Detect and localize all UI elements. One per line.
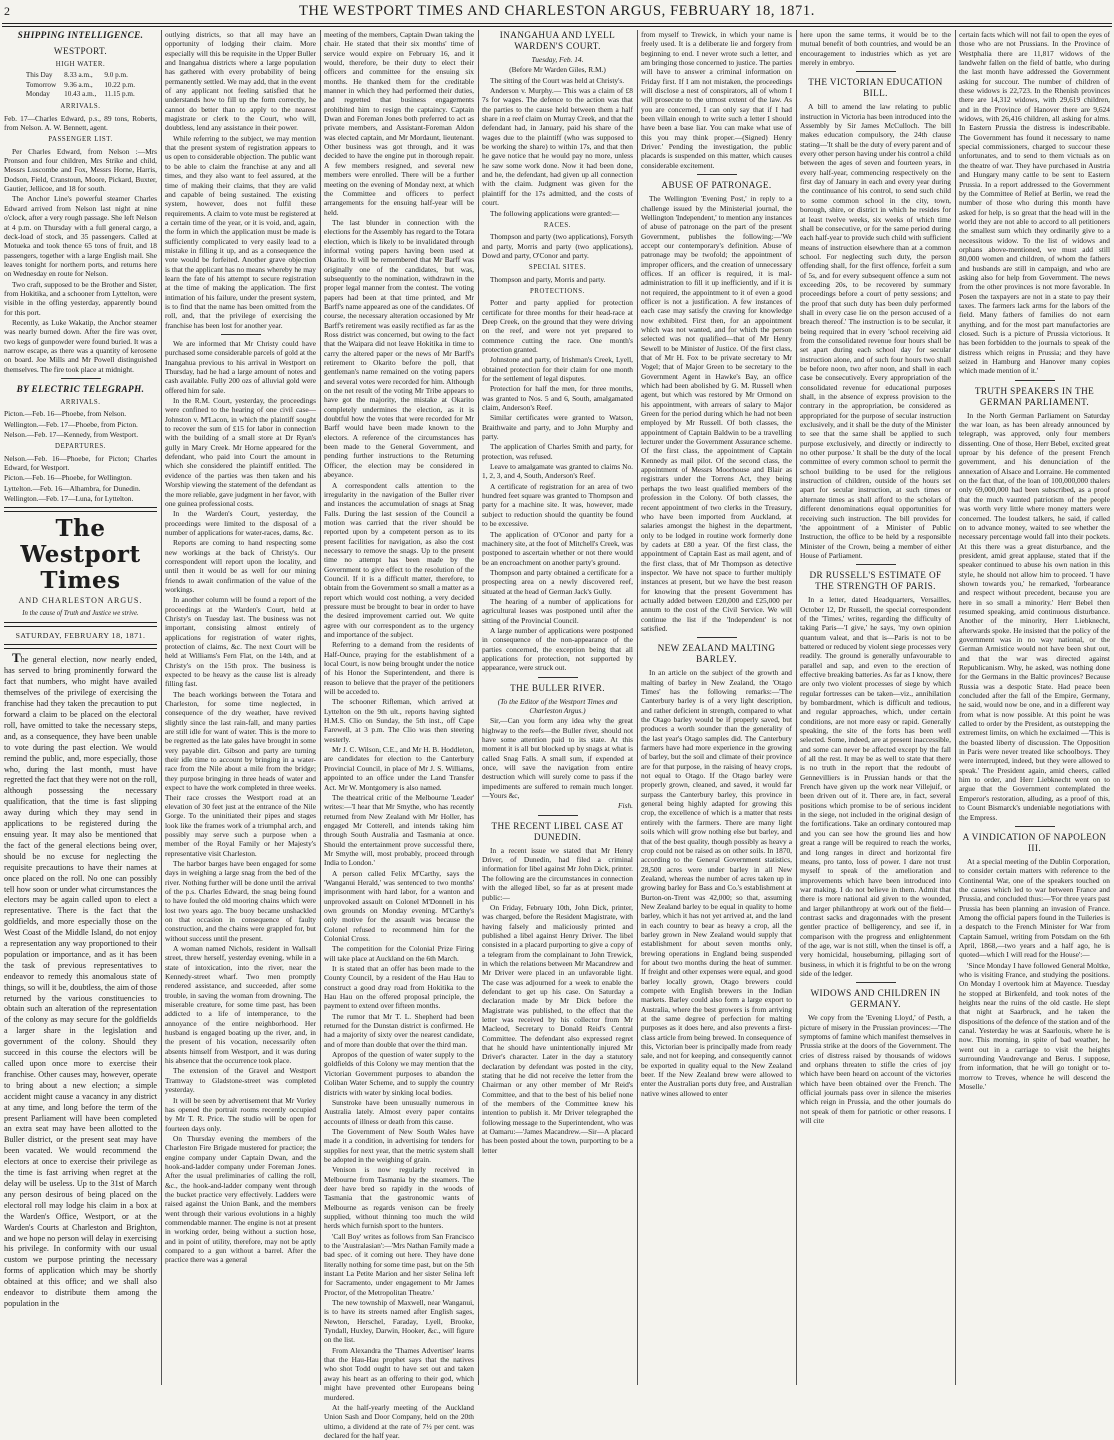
column-separator bbox=[161, 30, 162, 1385]
news-paragraph: Reports are coming to hand respecting some new workings at the back of Christy's. Our correspondent will report upon the locality, and until then it would be as well for our mining friends to await confirmation of the value of the workings. bbox=[165, 538, 316, 594]
divider bbox=[4, 507, 157, 512]
news-paragraph: Apropos of the question of water supply to the goldfields of this Colony we may mention that the Victorian Government purposes to abandon the Coliban Water Scheme, and to supply the country districts with water by sinking local bodies. bbox=[324, 1050, 474, 1097]
tide-table bbox=[22, 71, 139, 99]
divider bbox=[538, 677, 578, 678]
news-paragraph: At the half-yearly meeting of the Auckland Union Sash and Door Company, held on the 20th ultimo, a dividend at the rate of 7½ per cent. was declared for the half year. bbox=[324, 1402, 474, 1440]
protection-paragraph: A certificate of registration for an area of two hundred feet square was granted to Thompson and party for a machine site. It was, however, made subject to reduction should the quantity be found to be excessive. bbox=[482, 481, 633, 529]
court-heading: INANGAHUA AND LYELL WARDEN'S COURT. bbox=[499, 30, 616, 51]
news-paragraph: The last blunder in connection with the elections for the Assembly has regard to the Totara election, which is likely to be invalidated through informal voting papers having been used at Okarito. It will be remembered that Mr Barff was originally one of the candidates, but was, subsequently to the nomination, withdrawn in the proper legal manner from the contest. The voting papers had been at that time printed, and Mr Barff's name appeared as one of the candidates. Of course, the necessary alteration occasioned by Mr Barff's retirement was easily rectified as far as the Ross district was concerned, but owing to the fact that the Waipara did not leave Hokitika in time to carry the altered paper or the news of Mr Barff's retirement to Okarito before the poll, that gentleman's name remained on the voting papers and several votes were recorded for him. Although on the net result of the voting Mr Tribe appears to have got the majority, the mistake at Okarito completely undermines the election, as it is doubtful how the votes that were recorded for Mr Barff would have been made known to the electors. A reference of the circumstances has been made to the General Government, and pending further instructions to the Returning Officer, the election may be considered in abeyance. bbox=[324, 217, 474, 480]
divider bbox=[221, 334, 261, 335]
news-paragraph: Referring to a demand from the residents of Half-Ounce, praying for the establishment of a local Court, is now being brought under the notice of his Honor the Superintendent, and there is reason to believe that the prayer of the petitioners will be acceded to. bbox=[324, 640, 474, 697]
passenger-list: Per Charles Edward, from Nelson :—Mrs Pronson and four children, Mrs Strike and child, Messrs Luscombe and Fox, Messrs Horne, Harris, Dodson, Field, Cranstoun, Moore, Pickard, Buxter, Gautier, Jellicoe, and 18 for south. bbox=[4, 146, 157, 194]
news-paragraph: A correspondent calls attention to the irregularity in the navigation of the Buller river and instances the accumulation of snags at Snag Falls. During the last session of the Council a motion was carried that the river should be reported upon by a competent person as to its present facilities for navigation, as also the cost necessary to remove the snags. Up to the present time no attempt has been made by the Government to give effect to the resolution of the Council. If it is a difficult matter, therefore, to obtain from the Government so small a matter as a report which would cost nothing, a very decided pressure must be brought to bear in order to have the desired improvement carried out. We quite agree with our correspondent as to the urgency and importance of the subject. bbox=[324, 480, 474, 639]
telegraph-arrival: Nelson.—Feb. 17—Kennedy, from Westport. bbox=[4, 430, 139, 440]
malting-paragraph: here upon the same terms, it would be to the mutual benefit of both countries, and would be an encouragement to industries which as yet are merely in embryo. bbox=[800, 30, 951, 68]
tide-row bbox=[22, 71, 139, 80]
leader-article: The general election, now nearly ended, has served to bring prominently forward the fact that numbers, who might have availed themselves of the privilege of exercising the franchise had they taken the precaution to put forward a claim to be placed on the electoral roll, have omitted to take the necessary steps, and, as a consequence, they have been unable to vote during the past election. We would remind the public, and, more especially, those who, during the last month, must have regretted the fact that they were not on the roll, although possessing the necessary qualification, that the time is fast slipping away during which they may send in applications to be registered during the ensuing year. It may also be mentioned that the fact of the general elections being over, should be no excuse for neglecting the requisite precautions to have their names at once placed on the roll. No one can possibly tell how soon or under what circumstances the electors may be again called upon to elect a representative. There is the fact that the goldfields, and more especially those on the West Coast of the Middle Island, do not enjoy a representation any way proportioned to their population or importance, and as it has been the task of previous representatives to endeavor to remedy this anomalous state of things, so will it be, doubtless, the aim of those returned by the various constituencies to obtain such an alteration of the representation of the colony as may secure for the goldfields a larger share in the legislation and government of the colony. Should they succeed in this course the electors will be called upon once more to exercise their franchise. Other causes may, however, operate to bring about a new election; a simple accident might cause a vacancy in any district at any time, and long before the term of the present Parliament will have been completed an extra seat may have been allotted to the Buller district, or the present seat may have been vacated. We would recommend the electors at once to exercise their privilege as the time is fast arriving when regret at the delay will be useless. Up to the 31st of March any person desirous of being placed on the electoral roll may lodge his claim in a box at the Warden's Office, Westport, or at the Warden's Courts at Charleston and Brighton, and we hope no person will delay in exercising his privilege. In conformity with our usual custom we purpose printing the necessary forms of application which may be shortly obtained at this office; and we shall also endeavor to distribute them among the population in the bbox=[4, 650, 158, 1308]
column-4 bbox=[482, 30, 633, 1388]
protection-paragraph: Thompson and party obtained a certificate for a prospecting area on a newly discovered reef, situated at the head of German Jack's Gully. bbox=[482, 567, 633, 596]
news-paragraph: The theatrical critic of the Melbourne 'Leader' writes:—'I hear that Mr Smythe, who has recently returned from New Zealand with Mr Holler, has engaged Mr Cotterell, and intends taking him through South Australia and Tasmania at once. Should the entertainment prove successful there, Mr Smythe will, most probably, proceed through India to London.' bbox=[324, 792, 474, 868]
libel-paragraph: On Friday, February 10th, John Dick, printer, was charged, before the Resident Magistrate, with having falsely and maliciously printed and published a libel against Henry Driver. The libel consisted in a placard purporting to give a copy of a telegram from the complainant to John Trewick, in which the relations between Mr Macandrew and Mr Driver were placed in an unfavorable light. The case was adjourned for a week to enable the defendant to get up his case. On Saturday a declaration made by Mr Dick before the Magistrate was published, to the effect that the letter was received by his collector from Mr Macleod, Secretary to Donald Reid's Central Committee. The defendant also expressed regret that he should have unintentionally injured Mr Driver's character. Later in the day a statutory declaration by defendant was posted in the city, stating that he did not receive the letter from the Chairman or any other member of Mr Reid's Committee, and that to the best of his belief none of the members of the Committee knew his intention to publish it. Mr Driver telegraphed the following message to the Superintendent, who was at Oamaru:—'James Macandrew.—Sir—A placard has been posted about the town, purporting to be a letter bbox=[482, 902, 633, 1155]
shipping-paragraph: Recently, as Luke Wakatip, the Anchor steamer was nearly burned down. After the fire was over, two kegs of gunpowder were found buried. It was a narrow escape, as there was a quantity of kerosene on board. Joe Mills and Mr Powell distinguished themselves. The fire took place at midnight. bbox=[4, 317, 157, 374]
telegraph-arrival: Wellington.—Feb. 17—Phoebe, from Picton. bbox=[4, 419, 138, 429]
column-separator bbox=[320, 30, 321, 1385]
news-paragraph: Mr J. C. Wilson, C.E., and Mr H. B. Hoddleton, are candidates for election to the Canterbury Provincial Council, in place of Mr J. S. Williams, appointed to an office under the Land Transfer Act. Mr W. Montgomery is also named. bbox=[324, 745, 474, 792]
tide-am: 10.43 a.m., bbox=[64, 90, 97, 99]
news-paragraph: It is stated that an offer has been made to the County Council, by a resident of the Hau Hau to construct a good dray road from Hokitika to the Hau Hau on the offered proposal principle, the payment to extend over fifteen months. bbox=[324, 964, 474, 1011]
protection-paragraph: Potter and party applied for protection certificate for three months for their head-race at Deep Creek, on the ground that they were driving on the reef, and were not yet prepared to commence cutting the race. One month's protection granted. bbox=[482, 298, 633, 354]
truth-heading: TRUTH SPEAKERS IN THE GERMAN PARLIAMENT. bbox=[974, 385, 1095, 407]
nameplate-subtitle: AND CHARLESTON ARGUS. bbox=[18, 596, 143, 606]
court-date: Tuesday, Feb. 14. bbox=[531, 55, 584, 64]
buller-heading: THE BULLER RIVER. bbox=[510, 682, 605, 693]
divider bbox=[538, 815, 578, 816]
special-sites-label: SPECIAL SITES. bbox=[528, 264, 587, 272]
divider bbox=[4, 644, 157, 649]
vindication-heading: A VINDICATION OF NAPOLEON III. bbox=[962, 831, 1107, 853]
tide-day: This Day bbox=[25, 71, 53, 80]
issue-date: SATURDAY, FEBRUARY 18, 1871. bbox=[15, 631, 146, 641]
departure: Lyttelton.—Feb. 16—Alhambra, for Dunedin. bbox=[4, 483, 141, 493]
arrivals-text: Feb. 17—Charles Edward, p.s., 89 tons, Roberts, from Nelson. A. W. Bennett, agent. bbox=[4, 113, 157, 133]
court-paragraph: The following applications were granted:— bbox=[490, 208, 620, 218]
divider bbox=[61, 378, 101, 379]
divider bbox=[4, 622, 157, 627]
column-7 bbox=[959, 30, 1110, 1388]
telegraph-arrival: Picton.—Feb. 16—Phoebe, from Nelson. bbox=[4, 409, 127, 419]
column-1 bbox=[4, 30, 157, 1388]
masthead bbox=[0, 2, 1114, 22]
buller-to-editor: (To the Editor of the Westport Times and Charleston Argus.) bbox=[497, 696, 618, 715]
high-water-label: HIGH WATER. bbox=[55, 61, 106, 68]
news-paragraph: In the Warden's Court, yesterday, the proceedings were limited to the disposal of a number of applications for water-races, dams, &c. bbox=[165, 509, 316, 537]
vindication-paragraph: At a special meeting of the Dublin Corporation, to consider certain matters with reference to the Continental War, one of the speakers touched on the causes which led to war between France and Prussia, and concluded thus:—'For three years past Prussia has been planning an invasion of France. Among the official papers found in the Tuileries is a despatch to the French Minister for War from Captain Samuel, writing from Potsdam on the 6th April, 1868,—two years and a half ago, he is quoted—which I will read for the House':— bbox=[959, 856, 1110, 960]
divider bbox=[856, 71, 896, 72]
news-paragraph: Venison is now regularly received in Melbourne from Tasmania by the steamers. The deer have bred so rapidly in the woods of Tasmania that the gastronomic wants of Melbourne as regards venison can be freely supplied, without thinning too much the wild herds which furnish sport to the hunters. bbox=[324, 1165, 474, 1231]
russell-paragraph: In a letter, dated Headquarters, Versailles, October 12, Dr Russell, the special correspondent of the 'Times,' writes, regarding the difficulty of taking Paris—'I give,' he says, 'my own opinion quantum valeat, and that is—Paris is not to be battered or reduced by violent siege processes very readily. The ground is generally unfavourable to parallel and sap, and even to the erection of effective breaking batteries. As far as I know, there are only two violent processes of siege by which regular fortresses can be taken—viz., annihilation by bombardment, which is difficult and tedious, and regular approaches, which, under certain conditions, are not more easy or rapid. Generally speaking, the site of the forts has been well selected. Some, indeed, are at present inaccessible, and some can never be affected except by the fall of all the rest. It may be as well to state that there is no truth in the report that the redoubt of Gennevilliers is in Prussian hands or that the French have given up the work near Villejuif, or been driven out of it. There are, in fact, several positions which promise to be of serious incident in the siege, not included in the original design of the fortifications. Take an ordinary contoured map and you can see how the ground lies and how great a range will be required to reach the works, and long ranges in direct and horizontal fire means, pro tanto, loss of power. I dare not trust myself to speak of the amelioration and improvements which have been introduced into war making. I do not believe in them. Admit that there is more national aid given to the wounded, and larger philanthropy at work out of the field—contrast sacks and dragonnades with the present gentler practice of belligerency, and see if, in comparison with the progress and enlightenment of the age, war is not still, when the tinsel is off, a very homicidal, housebuming, pillaging sort of business, in which it is frightful to be on the wrong side of the ledger. bbox=[800, 595, 951, 978]
tide-pm: 9.0 p.m. bbox=[104, 71, 128, 80]
shipping-paragraph: The Anchor Line's powerful steamer Charles Edward arrived from Nelson last night at nine o'clock, after a very rough passage. She left Nelson at 4 p.m. on Thursday with a full general cargo, a deck-load of stock, and 35 passengers. Called at Motueka and took thence 65 tons of fruit, and 18 passengers, together with a large English mail. She leaves tonight for northern ports, and returns here on Wednesday en route for Nelson. bbox=[4, 194, 157, 279]
news-paragraph: We are informed that Mr Christy could have purchased some considerable parcels of gold at the Inangahua previous to his arrival in Westport on Thursday, had he had a large amount of notes and cash available. Fully 200 ozs of alluvial gold were offered him for sale. bbox=[165, 339, 316, 395]
news-paragraph: The extension of the Gravel and Westport Tramway to Gladstone-street was completed yesterday. bbox=[165, 1066, 316, 1095]
masthead-rule-lower bbox=[2, 26, 1112, 27]
court-paragraph: The sitting of the Court was held at Christy's. bbox=[490, 75, 625, 85]
news-paragraph: meeting of the members, Captain Dwan taking the chair. He stated that their six months' time of service would expire on February 16, and it would, therefore, be their duty to elect their officers and committee for the ensuing six months. He thanked them for the creditable manner in which they had performed their duties, and regretted that business engagements prohibited him to resign the captaincy. Captain Dwan and Foreman Jones both preferred to act as private members, and Assistant-Foreman Aldon was elected captain, and Mr Mordaunt, lieutenant. Other business was got through, and it was decided to have the engine put in thorough repair. A few members resigned, and several new members were enrolled. There will be a further meeting on the evening of Monday next, at which the Committee and officers to perfect arrangements for the ensuing half-year will be held. bbox=[324, 30, 474, 217]
tide-am: 9.36 a.m., bbox=[64, 80, 93, 89]
news-paragraph: The rumor that Mr T. L. Shepherd had been returned for the Dunstan district is confirmed. He had a majority of sixty over the nearest candidate, and of more than double that over the third man. bbox=[324, 1011, 474, 1049]
departure: Picton.—Feb. 16—Phoebe, for Wellington. bbox=[4, 473, 132, 483]
news-paragraph: 'Call Boy' writes as follows from San Francisco to the 'Australasian':—'Mrs Nathan Family made a bad spec. of it coming out here. They have done literally nothing for some time past, but on the 5th instant La Petite Marion and her sister Selina left for Sacramento, under engagement to Mr James Proctor, of the Metropolitan Theatre.' bbox=[324, 1231, 474, 1297]
protection-paragraph: The hearing of a number of applications for agricultural leases was postponed until after the sitting of the Provincial Council. bbox=[482, 596, 633, 625]
malting-heading: NEW ZEALAND MALTING BARLEY. bbox=[657, 643, 776, 665]
divider bbox=[856, 982, 896, 983]
tide-pm: 11.15 p.m. bbox=[104, 90, 135, 99]
tide-day: Monday bbox=[25, 90, 50, 99]
nameplate-title: The Westport Times bbox=[20, 515, 141, 595]
port-heading: WESTPORT. bbox=[53, 46, 108, 56]
passenger-list-label: PASSENGER LIST. bbox=[48, 136, 113, 144]
races-label: RACES. bbox=[543, 221, 572, 229]
widows-paragraph: certain facts which will not fail to open the eyes of those who are not Prussians. In the Province of Westphalia there are 11,817 widows of the landwehr fallen on the field of battle, who during the last month have addressed the Government asking for succour. The number of children of these widows is 22,723. In the Rhenish provinces there are 14,312 widows, with 29,619 children, and in the Province of Hanover there are 9,624 widows, with 26,416 children, all asking for alms. In Eastern Prussia the distress is indescribable. The Government has found it necessary to name special commissioners, charged to succour these unfortunates, and to send to them victuals as on the theatre of war. They have purchased in Austria and Hungary many cattle to be sent to Eastern Prussia. In a report addressed to the Government by the Committee of Relief at Berlin, we read the number of those who during this month have asked for help, is so great that the head will in the world they are not able to accord to all petitioners the smallest sum which they ordinarily give to a necessitous widow. To the list of widows and orphans above-mentioned, we must add still 80,000 women and children, of whom the fathers and husbands are still in campaign, and who are asking also for help from Government. The news from the other provinces is not more favorable. In Posen the taxpayers are not in a state to pay their taxes. The farmers lack arms for the labors of the field. Many fathers of families do not earn anything, and for the most part manufactories are closed. Such is a picture of Prussia victorious. It has been forbidden to the journals to speak of the distress which reigns in Prussia; and they have seized in Hamburg and Hanover many copies which made mention of it.' bbox=[959, 30, 1110, 376]
vindication-paragraph: 'Since Monday I have followed General Moltke, who is visiting France, and studying the positions. On Monday I overtook him at Mayence. Tuesday he stopped at Birkenfeld, and took notes of the heights near the ruins of the old castle. He slept that night at Saarbruck, and he taken the dispositions of the defence of the station and of the canal. Yesterday he was at Saarlouis, where he is now. This morning, in spite of bad weather, he went out in a carriage to visit the heights surrounding Vaudrevange and Berus. I suppose, from information, that he will go tonight or to-morrow to Treves, whence he will descend the Moselle.' bbox=[959, 960, 1110, 1092]
column-3 bbox=[324, 30, 474, 1440]
news-paragraph: The Government of New South Wales have made it a condition, in advertising for tenders for supplies for next year, that the metric system shall be adopted in the weighing of grain. bbox=[324, 1126, 474, 1164]
libel-heading: THE RECENT LIBEL CASE AT DUNEDIN. bbox=[491, 820, 624, 842]
shipping-heading: SHIPPING INTELLIGENCE. bbox=[17, 30, 144, 40]
widows-paragraph: We copy from the 'Evening Lloyd,' of Pesth, a picture of misery in the Prussian provinces:—'The symptoms of famine which manifest themselves in Prussia strike at the doors of the Government. The cries of distress raised by thousands of widows and orphans threaten to stifle the cries of joy which have been heard on account of the victories which have been obtained over the French. The official journals pass over in silence the miseries which reign in Prussia, and the other journals do not speak of them for patriotic or other reasons. I will cite bbox=[800, 1013, 951, 1126]
protection-paragraph: Similar certificates were granted to Watson, Braithwaite and party, and to John Murphy and party. bbox=[482, 413, 633, 442]
patronage-paragraph: The Wellington 'Evening Post,' in reply to a challenge issued by the Ministerial journal, the Wellington 'Independent,' to mention any instances of abuse of patronage on the part of the present Government, publishes the following:—'We accept our contemporary's definition. Abuse of patronage may be twofold; the appointment of improper officers, and the creation of unnecessary offices. If an officer is required, it is mal-administration to fill it up inefficiently, and if it is not required, the appointment to it of even a good officer is not a justification. A few instances of each case may satisfy the craving for knowledge now exhibited. First then, for an appointment which was not wanted, and for which the person selected was not qualified—that of Mr Henry Sewell to be Minister of Justice. Of the first class, that of Mr H. Fox to be private secretary to Mr Vogel; that of Major Green to be secretary to the Government Agent in Hawke's Bay, an office which had been abolished by G. M. Russell when agent, but which was restored by Mr Ormond on his appointment, with arrears of salary to Major Green for the period during which he had not been employed by Mr Russell. Of both classes, the appointment of Captain Baldwin to be a travelling lecturer under the Government Assurance scheme. Of the first class, the appointment of Captain Kennedy as mail pilot. Of the second class, the appointment of Messrs Moorhouse and Blair as registrars under the Torrens Act, they being perhaps the two least qualified members of the profession in the Colony. Of both classes, the recent appointment of two clerks in the Treasury, who have been imported from Auckland, at salaries amongst the highest in the department, only to be lodged in routine work formerly done by cadets at £80 a year. Of the first class, the appointment of Captain East as mail agent, and of the first class, that of Mr Thompson as detective inspector. We have not space to further multiply instances at present, but we have the best reason for knowing that the present Government has actually added between £20,000 and £25,000 per annum to the cost of the Civil Service. We will continue the list if the 'Independent' is not satisfied. bbox=[641, 194, 792, 633]
libel-paragraph: In a recent issue we stated that Mr Henry Driver, of Dunedin, had filed a criminal information for libel against Mr John Dick, printer. The following are the circumstances in connection with the alleged libel, so far as at present made public:— bbox=[482, 845, 633, 902]
nameplate-motto: In the cause of Truth and Justice we strive. bbox=[22, 609, 139, 617]
column-separator bbox=[955, 30, 956, 1385]
news-paragraph: A person called Felix M'Carthy, says the 'Wanganui Herald,' was sentenced to two months' imprisonment with hard labor, for a wanton and unprovoked assault on Colonel M'Donnell in his own grounds on Monday evening. M'Carthy's only motive for the assault was because the Colonel refused to recommend him for the Colonial Cross. bbox=[324, 868, 474, 943]
races-text: Thompson and party (two applications), Forsyth and party, Morris and party (two applications), Dowd and party, O'Conor and party. bbox=[482, 232, 633, 260]
shipping-paragraph: Two craft, supposed to be the Brother and Sister, from Hokitika, and a schooner from Lyttelton, were visible in the offing yesterday, apparently bound for this port. bbox=[4, 279, 157, 317]
telegraph-heading: BY ELECTRIC TELEGRAPH. bbox=[16, 384, 145, 394]
protections-label: PROTECTIONS. bbox=[530, 287, 585, 295]
news-paragraph: The competition for the Colonial Prize Firing will take place at Auckland on the 6th March. bbox=[324, 944, 474, 963]
divider bbox=[1015, 380, 1055, 381]
column-separator bbox=[637, 30, 638, 1385]
divider bbox=[697, 637, 737, 638]
column-6 bbox=[800, 30, 951, 1388]
departure: Wellington.—Feb. 17—Luna, for Lyttelton. bbox=[4, 494, 134, 504]
article-paragraph: outlying districts, so that all may have an opportunity of lodging their claim. More especially will this be requisite in the Upper Buller and Inangahua districts where a large population has gathered with every probability of being permanently settled. We may add, that in the event of any applicant not feeling satisfied that he understands how to fill up the form correctly, he cannot do better than to apply to the nearest magistrate or clerk to the Court, who will, doubtless, lend any assistance in their power. bbox=[165, 30, 316, 133]
divider bbox=[697, 174, 737, 175]
tide-pm: 10.22 p.m. bbox=[104, 80, 136, 89]
court-before: (Before Mr Warden Giles, R.M.) bbox=[509, 65, 606, 75]
special-sites-text: Thompson and party, Morris and party. bbox=[490, 274, 606, 284]
column-separator bbox=[478, 30, 479, 1385]
protection-paragraph: Protection for half the men, for three months, was granted to Nos. 5 and 6, South, amalgamated claim, Anderson's Reef. bbox=[482, 384, 633, 413]
departure: Nelson.—Feb. 16—Phoebe, for Picton; Charles Edward, for Westport. bbox=[4, 453, 157, 473]
widows-heading: WIDOWS AND CHILDREN IN GERMANY. bbox=[810, 988, 941, 1010]
tide-row bbox=[22, 81, 139, 90]
protection-paragraph: The application of O'Conor and party for a machinery site, at the foot of Mitchell's Creek, was postponed to ascertain whether or not there would be an encroachment on another party's ground. bbox=[482, 529, 633, 567]
telegraph-arrivals-label: ARRIVALS. bbox=[60, 399, 101, 406]
news-paragraph: On Thursday evening the members of the Charleston Fire Brigade mustered for practice; the engine company under Captain Dwan, and the hook-and-ladder company under Foreman Jones. After the usual preliminaries of calling the roll, &c., the hook-and-ladder company went through the bucket practice very effectively. Ladders were raised against the Union Bank, and the members went through their various evolutions in a highly commendable manner. The engine is not at present in working order, being without a suction hose, and in point of utility, therefore, may not be aptly compared to a gun without a barrel. After the practice there was a general bbox=[165, 1133, 316, 1265]
protection-paragraph: A large number of applications were postponed in consequence of the non-appearance of the parties concerned, the exception being that all applications for protection, not supported by appearance, were struck out. bbox=[482, 625, 633, 673]
tide-am: 8.33 a.m., bbox=[64, 71, 93, 80]
column-5 bbox=[641, 30, 792, 1388]
departures-label: DEPARTURES. bbox=[54, 443, 107, 451]
education-paragraph: A bill to amend the law relating to public instruction in Victoria has been introduced into the Assembly by Sir James McCulloch. The bill makes education compulsory, the 24th clause stating—'It shall be the duty of every parent and of every other person having under his control a child between the ages of seven and fourteen years, in every half-year, commencing respectively on the first day of January in each and every year during the continuance of his control, to send such child to some common school in the city, town, borough, shire, or district in which he resides for at least twelve weeks, six weeks of which time shall be consecutive, or for the same period during each half-year to provide such child with sufficient means of instruction elsewhere than at a common school. For neglecting such duty, the person offending shall, for the first offence, forfeit a sum of 5s, and for every subsequent offence a sum not exceeding 20s, to be recovered by summary proceedings before a court of petty sessions; and the proof that such duty has been duly performed shall in every case lie on the person accused of a breach thereof.' The instruction is to be secular, it being required that in every 'school receiving aid from the consolidated revenue four hours shall be set apart during each school day for secular instruction alone, and of such four hours two shall be before noon, two after noon, and shall in each case be consecutively. Every appropriation of the consolidated revenue for educational purposes shall, in the absence of express provision to the contrary in the appropriation, be considered as appropriated for the purpose of secular instruction exclusively, and it shall be the duty of the Minister to see that the same shall be applied to such purpose exclusively, and directly or indirectly to no other purpose.' It shall be the duty of the local committee of every common school to permit the school building to be used for the religious instruction of children, outside of the hours set apart for secular instruction, at such times or alternate times as shall afford to the scholars of different denominations equal opportunities for receiving such instruction. The bill provides for 'the appointment of a Minister of Public Instruction, the office to be held by a responsible Minister of the Crown, being a member of either House of Parliament. bbox=[800, 102, 951, 560]
masthead-title: THE WESTPORT TIMES AND CHARLESTON ARGUS, FEBRUARY 18, 1871. bbox=[299, 3, 815, 19]
news-paragraph: A woman named Nichols, resident in Wallsall street, threw herself, yesterday evening, while in a state of intoxication, into the river, near the Kennedy-street wharf. Two men promptly rendered assistance, and succeeded, after some trouble, in saving the woman from drowning. The miserable creature, for some time past, has been addicted to a life of intemperance, to the annoyance of the entire neighborhood. Her husband is engaged boating up the river, and, in the present of his vocation, necessarily often absents himself from Westport, and it was during his absence that the occurrence took place. bbox=[165, 944, 316, 1066]
news-paragraph: The schooner Rifleman, which arrived at Lyttelton on the 9th ult., reports having sighted H.M.S. Clio on Sunday, the 5th inst., off Cape Farewell, at 3 p.m. The Clio was then steering westerly. bbox=[324, 697, 474, 744]
divider bbox=[1015, 826, 1055, 827]
news-paragraph: From Alexandra the 'Thames Advertiser' learns that the Hau-Hau prophet says that the natives who shot Todd ought to have set out and taken away his heart as an offering to their god, which might have prevented other Europeans being murdered. bbox=[324, 1345, 474, 1402]
article-paragraph: While referring to the subject, we may mention that the present system of registration appears to us open to considerable objection. The public want to be able to claim the franchise at any and all times, and they also want to feel assured, at the time of making their claims, that they are valid and capable of being sustained. The existing system, however, does not fulfil these requirements. A claim to vote must be registered at a certain time of the year, or it is void, and, again, the form in which the application must be made is sufficiently complicated to very easily lead to a mistake in filling it up, and as a consequence the vote would be forfeited. Another grave objection is that the applicant has no means whereby he may learn the fate of his attempt to secure registration at the time of making the application. The first intimation of his failure, under the present system, is to find that the name has been omitted from the roll, and, that the privilege of exercising the franchise has been lost for another year. bbox=[165, 133, 316, 330]
news-paragraph: In another column will be found a report of the proceedings at the Warden's Court, held at Christy's on Tuesday last. The business was not important, consisting almost entirely of applications for registration of water rights, protection of claims, &c. The next Court will be held at Williams's Fern Flat, on the 14th, and at Christy's on the 15th prox. The business is expected to be heavy as the cause list is already filling fast. bbox=[165, 595, 316, 689]
protection-paragraph: The application of Charles Smith and party, for protection, was refused. bbox=[482, 442, 633, 461]
arrivals-label: ARRIVALS. bbox=[60, 103, 101, 111]
tide-day: Tomorrow bbox=[25, 80, 57, 89]
protection-paragraph: Johnstone and party, of Irishman's Creek, Lyell, obtained protection for their claim for one month for the settlement of legal disputes. bbox=[482, 355, 633, 383]
buller-signature: Fish. bbox=[618, 801, 633, 811]
buller-letter: Sir,—Can you form any idea why the great highway to the reefs—the Buller river, should not have some attention paid to its state. At this moment it is all but blocked up by snags at what is called Snag Falls. A small sum, if expended at once, will save the navigation from entire destruction which will surely come to pass if the impediments are suffered to remain much longer.—Yours &c, bbox=[482, 716, 633, 801]
divider bbox=[856, 564, 896, 565]
patronage-heading: ABUSE OF PATRONAGE. bbox=[661, 180, 772, 191]
news-paragraph: Sunstroke have been unusually numerous in Australia lately. Almost every paper contains accounts of illness or death from this cause. bbox=[324, 1097, 474, 1126]
page-number: 2 bbox=[4, 4, 10, 18]
column-separator bbox=[796, 30, 797, 1385]
column-2 bbox=[165, 30, 316, 1388]
masthead-rule bbox=[2, 23, 1112, 24]
news-paragraph: The beach workings between the Totara and Charleston, for some time neglected, in consequence of the dry weather, have revived slightly since the last rain-fall, and many parties are still idle for want of water. This is the more to be regretted as the late gales have brought in some very payable dirt. Gibson and party are turning their idle time to account by bringing in a water-race from the Nile about a mile from the bridge; they purpose bringing in three heads of water and expect to have the work completed in three weeks. Their race crosses the Westport road at an elevation of 30 feet just at the entrance of the Nile Gorge. To the uninitiated their pipes and stages look like the frames work of a triumphal arch, and possibly may serve such a purpose when a member of the Royal Family or her Majesty's representative visit Charleston. bbox=[165, 689, 316, 858]
news-paragraph: In the R.M. Court, yesterday, the proceedings were confined to the hearing of one civil case—Johnston v. M'Lacon, in which the plaintiff sought to recover the sum of £15 for labor in connection with the building of a small store at Dr Ryan's gully in Mary Creek. Mr Horne appeared for the defendant, who paid into Court the amount in which she considered the plaintiff entitled. The evidence of the parties was then taken and his Worship viewing the statement of the defendant as the more reliable, gave judgment in her favor, with one guinea professional costs. bbox=[165, 396, 316, 508]
court-paragraph: Anderson v. Murphy.— This was a claim of £8 7s for wages. The defence to the action was that the parties to the cause held between them a half share in a reef claim on Murray Creek, and that the defendant had, in January, paid his share of the wages due to the plaintiff (who was supposed to be working the share) to within 17s, and that then he gave notice that he would pay no more, unless he saw some work done. Now it had been done, and he, the defendant, had given up all connection with the claim. Judgment was given for the plaintiff for the 17s admitted, and the costs of court. bbox=[482, 86, 633, 208]
news-paragraph: The new township of Maxwell, near Wanganui, is to have its streets named after English sages, Newton, Herschel, Faraday, Lyell, Brooke, Tyndall, Huxley, Darwin, Hooker, &c., will figure on the list. bbox=[324, 1298, 474, 1345]
russell-heading: DR RUSSELL'S ESTIMATE OF THE STRENGTH OF PARIS. bbox=[809, 570, 942, 592]
protection-paragraph: Leave to amalgamate was granted to claims No. 1, 2, 3, and 4, South, Anderson's Reef. bbox=[482, 462, 633, 481]
nameplate bbox=[4, 516, 157, 618]
tide-row bbox=[22, 90, 139, 99]
education-heading: THE VICTORIAN EDUCATION BILL. bbox=[808, 77, 943, 99]
news-paragraph: It will be seen by advertisement that Mr Vorley has opened the portrait rooms recently occupied by Mr T. R. Price. The studio will be open for fourteen days only. bbox=[165, 1095, 316, 1133]
malting-paragraph: In an article on the subject of the growth and malting of barley in New Zealand, the 'Otago Times' has the following remarks:—'The Canterbury barley is of a very light description, and rather deficient in strength, compared to what the Otago barley would be if properly saved, but produces a worth sounder than the generality of the last year's Otago samples did. The Canterbury farmers have had more experience in the growing of barley, but the soil and climate of their province are for that purpose, in the raising of heavy crops, not equal to Otago. If the Otago barley were properly grown, cleaned, and saved, it would far surpass the Canterbury barley, this province in general being highly adapted for growing this crop, the excellence of which is a matter that rests entirely with the farmers. There are many light soils which will grow nothing else but barley, and that of the best quality, though possibly as heavy a crop could not be raised as on other soils. In 1870, according to the General Government statistics, 28,500 acres were under barley in all New Zealand, whereas the number of acres taken up in growing barley for Bass and Co.'s establishment at Burton-on-Trent was 42,000; so that, assuming New Zealand barley to be equal in quality to home barley, which it has not yet arrived at, and the land in each country to bear as heavy a crop, all the barley grown in New Zealand would supply that establishment for about seven months only, brewing operations in England being suspended for about two months during the heat of summer. If freight and other expenses were equal, and good barley locally grown, Otago brewers could compete with English brewers in the Indian markets. Barley could also form a large export to Australia, where the best growers is from arriving at the same degree of perfection for malting purposes as it does here, and also prevents a first-class article from being brewed. In consequence of this, Victorian beer is principally made from ready sale, and not for keeping, and consequently cannot be exported in quality equal to the New Zealand beer. If the New Zealand brew were allowed to enter the Australian ports duty free, and Australian native wines allowed to enter bbox=[641, 668, 792, 1098]
truth-paragraph: In the North German Parliament on Saturday the war loan, as has been already announced by telegraph, was approved, only four members dissenting. One of those, Herr Bebel, excited great uproar by his defence of the present French government, and his denunciation of the annexation of Alsace and Lorraine. He commented on the fact that, of the loan of 100,000,000 thalers only 69,000,000 had been subscribed, as a proof that the much vaunted patriotism of the people was worth very little where money matters were concerned. The loudest talkers, he said, if called on to advance money, waited to see whether the necessary percentage would fall into their pockets. At this there was a great disturbance, and the president, amid great applause, stated that if the speaker continued to abuse his own nation in this style, he should not allow him to proceed. 'I have shown towards you,' he remarked, 'forbearance and respect without precedent, because you are here in so small a minority.' Herr Bebel then resumed speaking, amid continuous disturbance. Another of the minority, Herr Liebknecht, afterwards spoke. He insisted that the policy of the government was in no way national, or the German Armistice would not have been shut out, and that the war was directed against Republicanism. Why, he asked, was nothing done for the Germans in the Baltic provinces? Because Russia was a despotic State. Had peace been concluded after the fall of the Empire, Germany, he said, would now be one, and in a different way from what is now possible. At this point he was called to order by the President, as outstepping the extremest limits, on which he exclaimed —'This is the boasted liberty of discussion. The Opposition in Paris were never treated like schoolboys. They were interrupted, indeed, but they were allowed to speak.' The President again, amid cheers, called him to order, and Herr Liebknecht went on to argue that the Government contemplated the Emperor's restoration, alluding, as a proof of this, to Count Bismarck's undeniable negotiations with the Empress. bbox=[959, 410, 1110, 822]
libel-paragraph: from myself to Trewick, in which your name is freely used. It is a deliberate lie and forgery from beginning to end. I never wrote such a letter, and am bringing those concerned to justice. The parties will have to answer a criminal information on Friday first. If I am not mistaken, the proceedings will disclose a nest of conspirators, all of whom I will prosecute to the utmost extent of the law. As you are concerned, I can only say that if I had been villain enough to write such a letter I should have been a base liar. You can make what use of this you may think proper.—(Signed) Henry Driver.' Pending the investigation, the public placards is suspended on this matter, which causes considerable excitement. bbox=[641, 30, 792, 170]
news-paragraph: The harbor barges have been engaged for some days in weighing a large snag from the bed of the river. Nothing further will be done until the arrival of the p.s. Charles Edward, the snag being found to have fouled the old mooring chains which were lost two years ago. The buoy became unshackled on that occasion in consequence of faulty construction, and the chains were grappled for, but without success until the present. bbox=[165, 858, 316, 943]
